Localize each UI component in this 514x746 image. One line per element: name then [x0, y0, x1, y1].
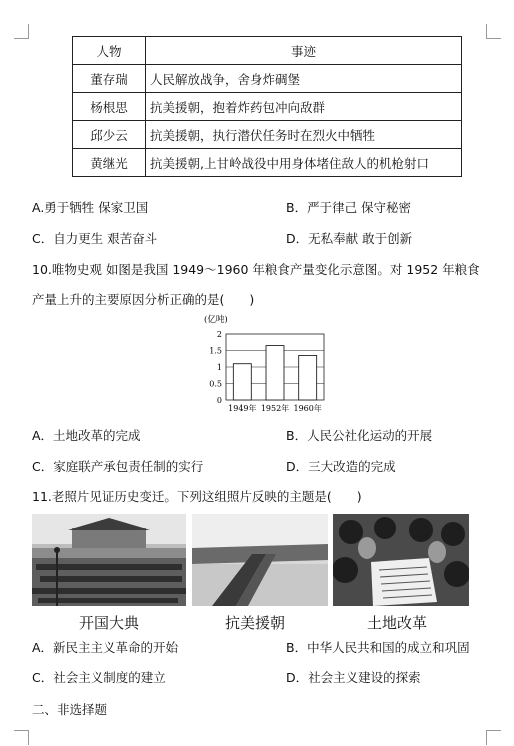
corner-mark-bottom-left [14, 730, 29, 745]
table-row [73, 121, 462, 149]
x-tick-label: 1952年 [260, 404, 290, 413]
q10-option-b[interactable]: B．人民公社化运动的开展 [286, 428, 433, 443]
hero-deed: 抗美援朝，抱着炸药包冲向敌群 [146, 93, 462, 121]
x-tick-label: 1960年 [293, 404, 322, 413]
chart-bar [233, 364, 251, 400]
x-tick-label: 1949年 [228, 404, 257, 413]
y-tick-label: 0 [216, 396, 222, 405]
section-heading: 二、非选择题 [32, 702, 108, 717]
table-row [73, 149, 462, 177]
land-reform-photo [333, 514, 469, 606]
q11-option-c[interactable]: C．社会主义制度的建立 [32, 670, 166, 685]
founding-ceremony-photo [32, 514, 186, 606]
y-tick-label: 2 [216, 330, 222, 339]
hero-deed: 抗美援朝，执行潜伏任务时在烈火中牺牲 [146, 121, 462, 149]
photo-caption-korean-war: 抗美援朝 [225, 614, 286, 632]
q10-stem-line2: 产量上升的主要原因分析正确的是( ) [32, 292, 255, 307]
q9-option-b[interactable]: B．严于律己 保守秘密 [286, 200, 412, 215]
q9-option-a[interactable]: A.勇于牺牲 保家卫国 [32, 200, 149, 215]
q9-option-c[interactable]: C．自力更生 艰苦奋斗 [32, 231, 158, 246]
photo-caption-founding-ceremony: 开国大典 [79, 614, 140, 632]
q11-option-d[interactable]: D．社会主义建设的探索 [286, 670, 421, 685]
hero-name: 邱少云 [73, 121, 146, 149]
q10-option-d[interactable]: D．三大改造的完成 [286, 459, 396, 474]
heroes-table [72, 36, 462, 177]
grain-output-chart [198, 312, 338, 422]
corner-mark-top-right [486, 24, 501, 39]
table-row [73, 93, 462, 121]
q11-option-b[interactable]: B．中华人民共和国的成立和巩固 [286, 640, 470, 655]
corner-mark-bottom-right [486, 730, 501, 745]
q11-option-a[interactable]: A．新民主主义革命的开始 [32, 640, 179, 655]
table-row [73, 65, 462, 93]
hero-name: 杨根思 [73, 93, 146, 121]
chart-ylabel: (亿吨) [204, 315, 228, 325]
table-header-row [73, 37, 462, 65]
chart-bar [299, 355, 317, 400]
corner-mark-top-left [14, 24, 29, 39]
hero-name: 黄继光 [73, 149, 146, 177]
hero-deed: 人民解放战争，舍身炸碉堡 [146, 65, 462, 93]
q10-stem-line1: 10.唯物史观 如图是我国 1949～1960 年粮食产量变化示意图。对 1952 年粮食 [32, 262, 480, 277]
header-deeds: 事迹 [146, 37, 462, 65]
q10-option-c[interactable]: C．家庭联产承包责任制的实行 [32, 459, 204, 474]
q10-option-a[interactable]: A．土地改革的完成 [32, 428, 141, 443]
y-tick-label: 0.5 [209, 379, 222, 389]
chart-bar [266, 346, 284, 400]
korean-war-photo [192, 514, 328, 606]
q9-option-d[interactable]: D．无私奉献 敢于创新 [286, 231, 413, 246]
hero-name: 董存瑞 [73, 65, 146, 93]
photo-caption-land-reform: 土地改革 [367, 614, 428, 632]
q11-stem: 11.老照片见证历史变迁。下列这组照片反映的主题是( ) [32, 489, 362, 504]
y-tick-label: 1.5 [209, 346, 222, 356]
header-person: 人物 [73, 37, 146, 65]
hero-deed: 抗美援朝,上甘岭战役中用身体堵住敌人的机枪射口 [146, 149, 462, 177]
y-tick-label: 1 [216, 363, 222, 372]
